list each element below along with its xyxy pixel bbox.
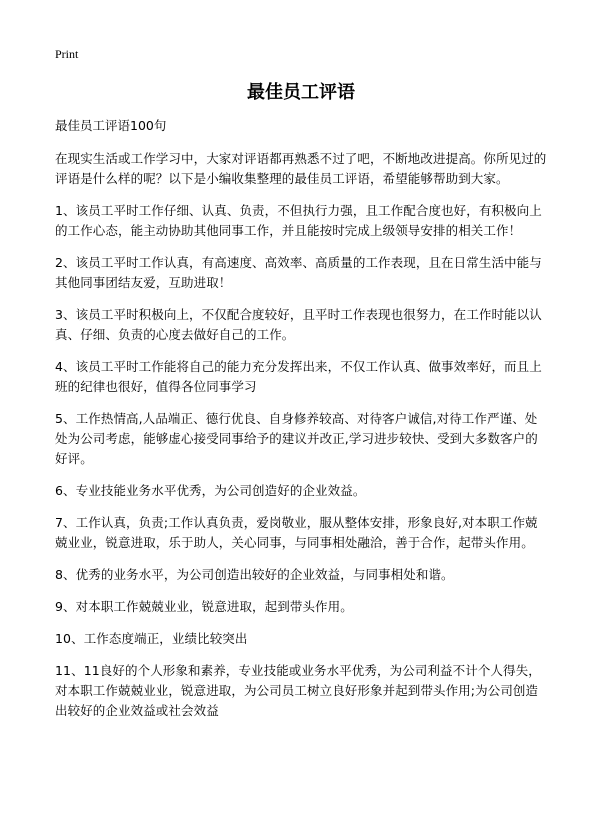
intro-paragraph: 在现实生活或工作学习中，大家对评语都再熟悉不过了吧，不断地改进提高。你所见过的评语是什么样的呢？以下是小编收集整理的最佳员工评语，希望能够帮助到大家。	[55, 151, 547, 186]
document-body	[55, 80, 547, 733]
list-item: 6、专业技能业务水平优秀，为公司创造好的企业效益。	[55, 483, 366, 498]
list-item: 2、该员工平时工作认真，有高速度、高效率、高质量的工作表现，且在日常生活中能与其他同事团结友爱，互助进取！	[55, 255, 542, 290]
list-item: 8、优秀的业务水平，为公司创造出较好的企业效益，与同事相处和谐。	[55, 567, 454, 582]
print-link[interactable]: Print	[55, 47, 79, 61]
subtitle: 最佳员工评语100句	[55, 118, 167, 133]
list-item: 3、该员工平时积极向上，不仅配合度较好，且平时工作表现也很努力，在工作时能以认真、仔细、负责的心度去做好自己的工作。	[55, 307, 542, 342]
page-title: 最佳员工评语	[247, 82, 355, 103]
list-item: 11、11良好的个人形象和素养，专业技能或业务水平优秀，为公司利益不计个人得失，对本职工作兢兢业业，锐意进取，为公司员工树立良好形象并起到带头作用;为公司创造出较好的企业效益或社会效益	[55, 663, 541, 718]
list-item: 5、工作热情高,人品端正、德行优良、自身修养较高、对待客户诚信,对待工作严谨、处处为公司考虑，能够虚心接受同事给予的建议并改正,学习进步较快、受到大多数客户的好评。	[55, 411, 538, 466]
list-item: 1、该员工平时工作仔细、认真、负责，不但执行力强，且工作配合度也好，有积极向上的工作心态，能主动协助其他同事工作，并且能按时完成上级领导安排的相关工作！	[55, 203, 542, 238]
list-item: 9、对本职工作兢兢业业，锐意进取，起到带头作用。	[55, 599, 353, 614]
list-item: 4、该员工平时工作能将自己的能力充分发挥出来，不仅工作认真、做事效率好，而且上班的纪律也很好，值得各位同事学习	[55, 359, 542, 394]
list-item: 10、工作态度端正，业绩比较突出	[55, 631, 248, 646]
list-item: 7、工作认真，负责;工作认真负责，爱岗敬业，服从整体安排，形象良好,对本职工作兢兢业业，锐意进取，乐于助人，关心同事，与同事相处融洽，善于合作，起带头作用。	[55, 515, 538, 550]
